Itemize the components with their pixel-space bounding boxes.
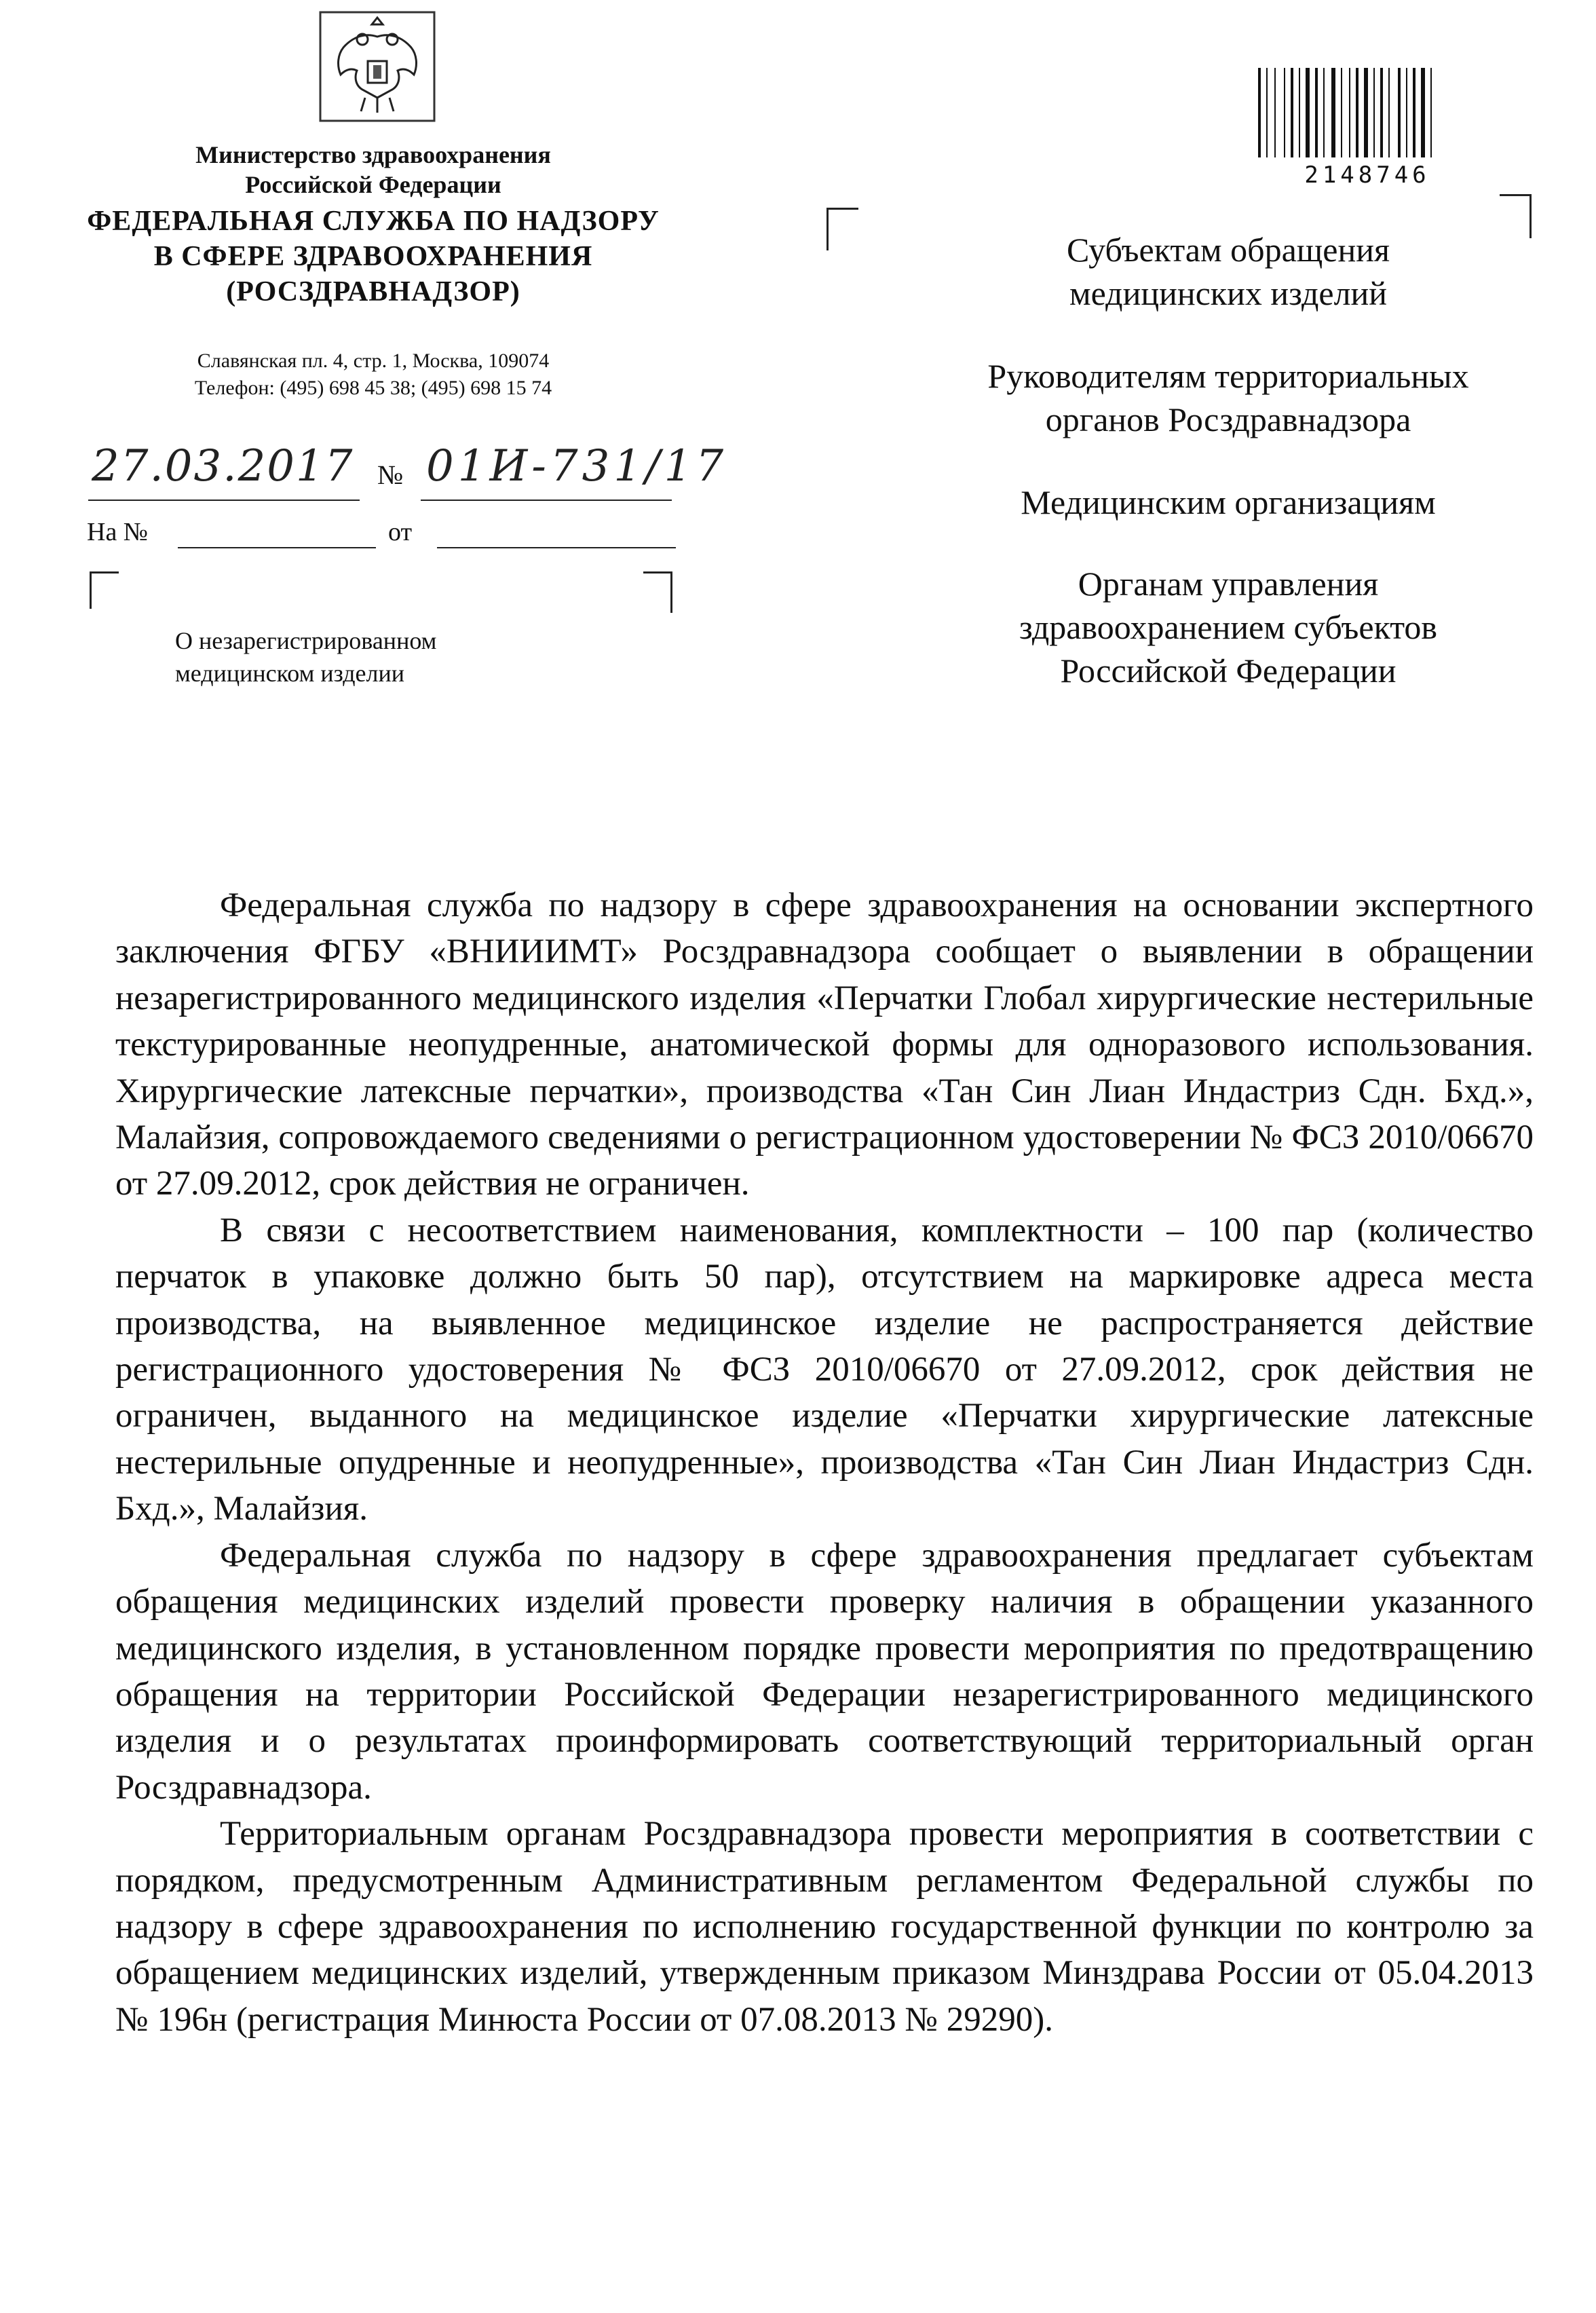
- addressee-1-line-2: медицинских изделий: [1069, 274, 1388, 312]
- addressee-corner-left: [826, 208, 858, 250]
- number-underline: [421, 500, 672, 501]
- organization-address: [102, 347, 645, 402]
- addressee-4-line-3: Российской Федерации: [1060, 652, 1396, 690]
- service-name: [61, 204, 685, 309]
- subject-corner-left: [90, 571, 119, 609]
- reply-date-field: [437, 547, 676, 548]
- subject-line-1: О незарегистрированном: [175, 627, 437, 654]
- body-paragraph-2: В связи с несоответствием наименования, комплектности – 100 пар (количество перчаток в упаковке должно быть 50 пар), отсутствием на маркировке адреса места производства, на выявленное медицинское изделие не распространяется действие регистрационного удостоверения № ФСЗ 2010/06670 от 27.09.2012, срок действия не ограничен, выданного на медицинское изделие «Перчатки хирургические латексные нестерильные опудренные и неопудренные», производства «Тан Син Лиан Индастриз Сдн. Бхд.», Малайзия.: [115, 1211, 1534, 1528]
- letter-body: [115, 882, 1534, 2043]
- registration-number: 01И-731/17: [426, 441, 728, 491]
- address-line-2: Телефон: (495) 698 45 38; (495) 698 15 74: [194, 377, 552, 399]
- letter-subject: [175, 624, 650, 690]
- registration-date: 27.03.2017: [92, 441, 354, 491]
- addressee-4-line-2: здравоохранением субъектов: [1019, 608, 1438, 646]
- subject-line-2: медицинском изделии: [175, 660, 405, 687]
- service-line-3: (РОСЗДРАВНАДЗОР): [226, 276, 520, 307]
- service-line-1: ФЕДЕРАЛЬНАЯ СЛУЖБА ПО НАДЗОРУ: [87, 206, 660, 237]
- ministry-name: [102, 140, 645, 200]
- ministry-line-2: Российской Федерации: [245, 171, 501, 198]
- subject-corner-right: [643, 571, 672, 613]
- addressee-1-line-1: Субъектам обращения: [1067, 231, 1390, 269]
- reply-number-label: На №: [87, 518, 149, 546]
- barcode: [1255, 68, 1479, 162]
- state-emblem-icon: [318, 10, 437, 124]
- addressee-4-line-1: Органам управления: [1078, 565, 1379, 603]
- body-paragraph-4: Территориальным органам Росздравнадзора провести мероприятия в соответствии с порядком, предусмотренным Административным регламентом Федеральной службы по надзору в сфере здравоохранения по исполнению государственной функции по контролю за обращением медицинских изделий, утвержденным приказом Минздрава России от 05.04.2013 № 196н (регистрация Минюста России от 07.08.2013 № 29290).: [115, 1815, 1534, 2039]
- reply-from-label: от: [388, 518, 413, 546]
- body-paragraph-1: Федеральная служба по надзору в сфере здравоохранения на основании экспертного заключения ФГБУ «ВНИИИМТ» Росздравнадзора сообщает о выявлении в обращении незарегистрированного медицинского изделия «Перчатки Глобал хирургические нестерильные текстурированные неопудренные, анатомической формы для одноразового использования. Хирургические латексные перчатки», производства «Тан Син Лиан Индастриз Сдн. Бхд.», Малайзия, сопровождаемого сведениями о регистрационном удостоверении № ФСЗ 2010/06670 от 27.09.2012, срок действия не ограничен.: [115, 886, 1534, 1203]
- ministry-line-1: Министерство здравоохранения: [195, 141, 551, 168]
- address-line-1: Славянская пл. 4, стр. 1, Москва, 109074: [197, 350, 550, 372]
- barcode-number: 2148746: [1304, 162, 1430, 189]
- addressee-2-line-1: Руководителям территориальных: [987, 357, 1469, 395]
- body-paragraph-3: Федеральная служба по надзору в сфере здравоохранения предлагает субъектам обращения медицинских изделий провести проверку наличия в обращении указанного медицинского изделия, в установленном порядке провести мероприятия по предотвращению обращения на территории Российской Федерации незарегистрированного медицинского изделия и о результатах проинформировать соответствующий территориальный орган Росздравнадзора.: [115, 1536, 1534, 1807]
- date-underline: [88, 500, 360, 501]
- addressee-2-line-2: органов Росздравнадзора: [1045, 400, 1411, 438]
- addressee-2: [902, 354, 1554, 441]
- reply-number-field: [178, 547, 376, 548]
- service-line-2: В СФЕРЕ ЗДРАВООХРАНЕНИЯ: [153, 241, 593, 272]
- addressee-3-line-1: Медицинским организациям: [1021, 483, 1436, 521]
- addressee-3: [902, 481, 1554, 524]
- addressee-4: [902, 562, 1554, 692]
- addressee-1: [902, 228, 1554, 315]
- number-label: №: [377, 459, 404, 490]
